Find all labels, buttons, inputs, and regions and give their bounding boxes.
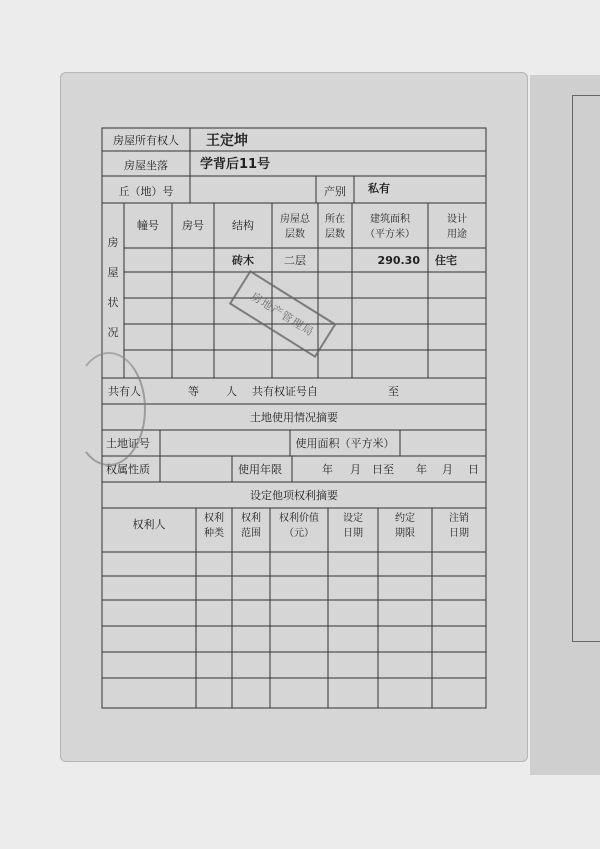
land-title: 土地使用情况摘要 [250, 411, 338, 424]
cell-total-floors: 二层 [284, 254, 306, 267]
term-label: 使用年限 [238, 463, 282, 476]
house-status-char: 房 [107, 236, 119, 249]
rights-header-value: 权利价值（元） [279, 513, 319, 539]
rights-header-cancel-date: 注销日期 [449, 513, 469, 539]
header-structure: 结构 [232, 219, 254, 232]
other-rights-title: 设定他项权利摘要 [250, 489, 338, 502]
term-year1: 年 [322, 463, 333, 476]
owner-label: 房屋所有权人 [113, 134, 179, 147]
co-owner-cert-label: 共有权证号自 [252, 385, 318, 398]
house-status-char: 屋 [107, 266, 119, 279]
cell-structure: 砖木 [232, 254, 254, 267]
header-floor: 所在层数 [325, 214, 345, 240]
header-total-floors: 房屋总层数 [280, 214, 310, 240]
rights-header-set-date: 设定日期 [343, 513, 363, 539]
official-stamp: 房地产管理局 [229, 270, 337, 358]
term-day1: 日至 [372, 463, 394, 476]
co-owner-label: 共有人 [108, 385, 141, 398]
ownership-type-value: 私有 [368, 182, 390, 195]
house-status-char: 况 [107, 326, 119, 339]
term-month2: 月 [442, 463, 453, 476]
rights-header-type: 权利种类 [204, 513, 224, 539]
header-room-no: 房号 [182, 219, 204, 232]
rights-header-term: 约定期限 [395, 513, 415, 539]
house-status-char: 状 [107, 296, 119, 309]
header-building-no: 幢号 [137, 219, 159, 232]
address-label: 房屋坐落 [124, 159, 168, 172]
owner-value: 王定坤 [206, 133, 248, 149]
land-area-label: 使用面积（平方米） [295, 437, 395, 450]
co-owner-etc: 等 [188, 385, 199, 398]
rights-header-holder: 权利人 [132, 518, 166, 531]
lot-label: 丘（地）号 [118, 185, 174, 198]
cell-area: 290.30 [377, 254, 420, 267]
term-day2: 日 [468, 463, 479, 476]
co-owner-person: 人 [226, 385, 237, 398]
co-owner-to: 至 [388, 385, 399, 398]
header-area: 建筑面积（平方米） [365, 214, 415, 240]
land-cert-label: 土地证号 [106, 437, 150, 450]
rights-header-scope: 权利范围 [241, 513, 261, 539]
header-usage: 设计用途 [447, 214, 467, 240]
house-status-label [108, 235, 119, 339]
cell-usage: 住宅 [435, 254, 457, 267]
address-value: 学背后11号 [200, 157, 271, 172]
ownership-type-label: 产别 [324, 185, 346, 198]
right-nature-label: 权属性质 [106, 463, 150, 476]
round-seal-mark [72, 352, 146, 466]
term-year2: 年 [416, 463, 427, 476]
term-month1: 月 [350, 463, 361, 476]
